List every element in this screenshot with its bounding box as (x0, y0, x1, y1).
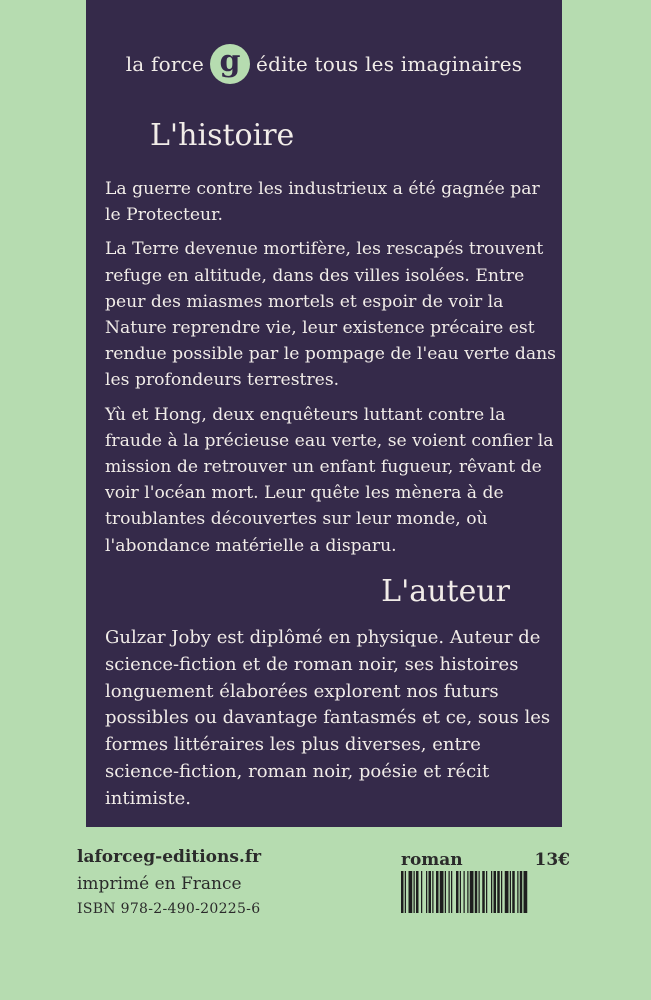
publisher-tagline (86, 44, 562, 84)
printed-in: imprimé en France (77, 874, 242, 894)
back-cover-panel (86, 0, 562, 827)
histoire-paragraph-1: La guerre contre les industrieux a été gagnée par le Protecteur. (105, 179, 540, 226)
histoire-paragraph-3: Yù et Hong, deux enquêteurs luttant contre la fraude à la précieuse eau verte, se voient confier la mission de retrouver un enfant fugueur, rêvant de voir l'océan mort. Leur quête les mènera à de troublantes découvertes sur leur monde, où l'abondance matérielle a disparu. (105, 404, 554, 556)
auteur-heading: L'auteur (381, 574, 510, 609)
histoire-heading: L'histoire (150, 118, 295, 153)
barcode-block (399, 849, 576, 911)
isbn-number: ISBN 978-2-490-20225-6 (77, 901, 261, 917)
histoire-paragraph-2: La Terre devenue mortifère, les rescapés trouvent refuge en altitude, dans des villes isolées. Entre peur des miasmes mortels et espoir de voir la Nature reprendre vie, leur existence précaire est rendue possible par le pompage de l'eau verte dans les profondeurs terrestres. (105, 239, 556, 391)
histoire-body (105, 176, 557, 567)
publisher-info (77, 844, 261, 920)
price-label: 13€ (534, 850, 570, 870)
publisher-website: laforceg-editions.fr (77, 847, 262, 867)
genre-label: roman (401, 850, 463, 870)
publisher-logo: g (210, 44, 250, 84)
barcode-icon (399, 871, 576, 913)
tagline-left: la force (125, 52, 205, 76)
auteur-body: Gulzar Joby est diplômé en physique. Auteur de science-fiction et de roman noir, ses histoires longuement élaborées explorent nos futurs possibles ou davantage fantasmés et ce, sous les formes littéraires les plus diverses, entre science-fiction, roman noir, poésie et récit intimiste. (105, 627, 551, 809)
tagline-right: édite tous les imaginaires (256, 52, 523, 76)
